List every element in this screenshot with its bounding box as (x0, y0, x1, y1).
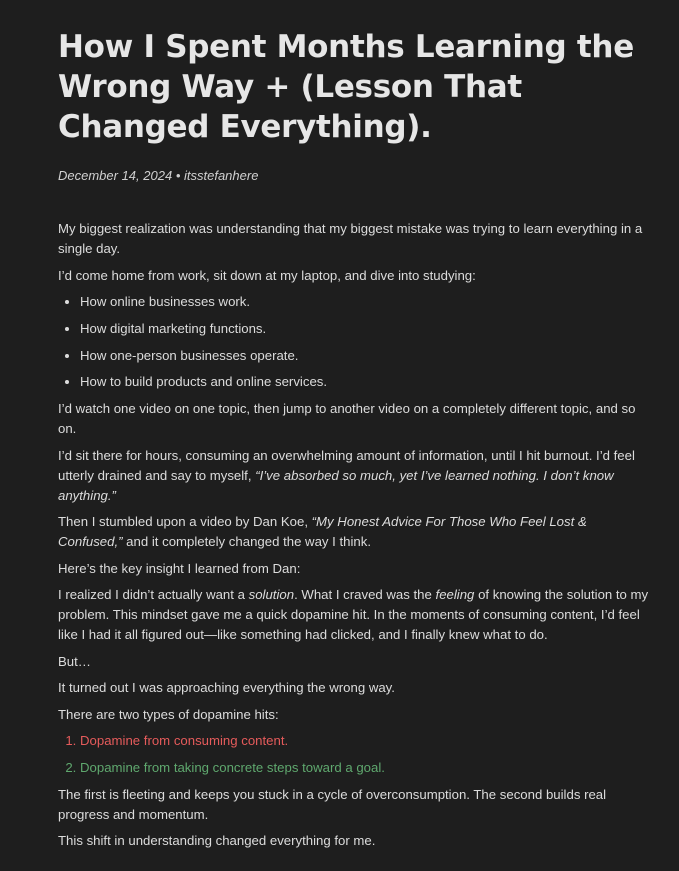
paragraph: It turned out I was approaching everything the wrong way. (58, 680, 395, 696)
paragraph: I’d watch one video on one topic, then jump to another video on a completely different topic, and so on. (58, 401, 636, 437)
article-body (58, 219, 650, 851)
emphasis-feeling: feeling (435, 587, 475, 603)
list-item-consuming: 1. Dopamine from consuming content. (80, 731, 650, 751)
list-item: • How to build products and online services. (80, 372, 650, 392)
article-title: How I Spent Months Learning the Wrong Way + (Lesson That Changed Everything). (58, 29, 634, 145)
publish-date: December 14, 2024 (58, 168, 173, 183)
paragraph: My biggest realization was understanding that my biggest mistake was trying to learn everything in a single day. (58, 221, 643, 256)
paragraph: I’d come home from work, sit down at my laptop, and dive into studying: (58, 267, 476, 283)
list-item: • How online businesses work. (80, 292, 650, 312)
paragraph-text: I realized I didn’t actually want a (58, 587, 249, 603)
article-meta (58, 168, 650, 184)
paragraph-text: I’d sit there for hours, consuming an overwhelming amount of information, until I hit burnout. I’d feel utterly drained and say to myself, (58, 447, 635, 483)
paragraph: The first is fleeting and keeps you stuck in a cycle of overconsumption. The second builds real progress and momentum. (58, 786, 607, 822)
meta-separator: • (175, 168, 181, 183)
topics-list (58, 292, 650, 392)
paragraph: But… (58, 653, 91, 669)
paragraph-text: and it completely changed the way I think. (122, 534, 372, 550)
paragraph: This shift in understanding changed everything for me. (58, 833, 376, 849)
article (58, 0, 650, 858)
emphasis-solution: solution (248, 587, 295, 603)
paragraph (58, 446, 650, 506)
paragraph (58, 585, 650, 645)
paragraph: There are two types of dopamine hits: (58, 706, 279, 722)
video-title: “My Honest Advice For Those Who Feel Lost & Confused,” (58, 514, 587, 550)
list-item: • How one-person businesses operate. (80, 346, 650, 366)
inner-quote: “I’ve absorbed so much, yet I’ve learned nothing. I don’t know anything.” (58, 467, 614, 503)
paragraph-text: . What I craved was the (294, 587, 436, 603)
paragraph: Here’s the key insight I learned from Dan: (58, 560, 301, 576)
paragraph (58, 512, 650, 552)
list-item: • How digital marketing functions. (80, 319, 650, 339)
dopamine-types-list (58, 731, 650, 778)
list-item-steps: 2. Dopamine from taking concrete steps toward a goal. (80, 758, 650, 778)
author-name: itsstefanhere (184, 168, 259, 183)
paragraph-text: of knowing the solution to my problem. This mindset gave me a quick dopamine hit. In the moments of consuming content, I’d feel like I had it all figured out—like something had clicked, and I finally knew what to do. (58, 587, 649, 643)
paragraph-text: Then I stumbled upon a video by Dan Koe, (58, 514, 312, 530)
